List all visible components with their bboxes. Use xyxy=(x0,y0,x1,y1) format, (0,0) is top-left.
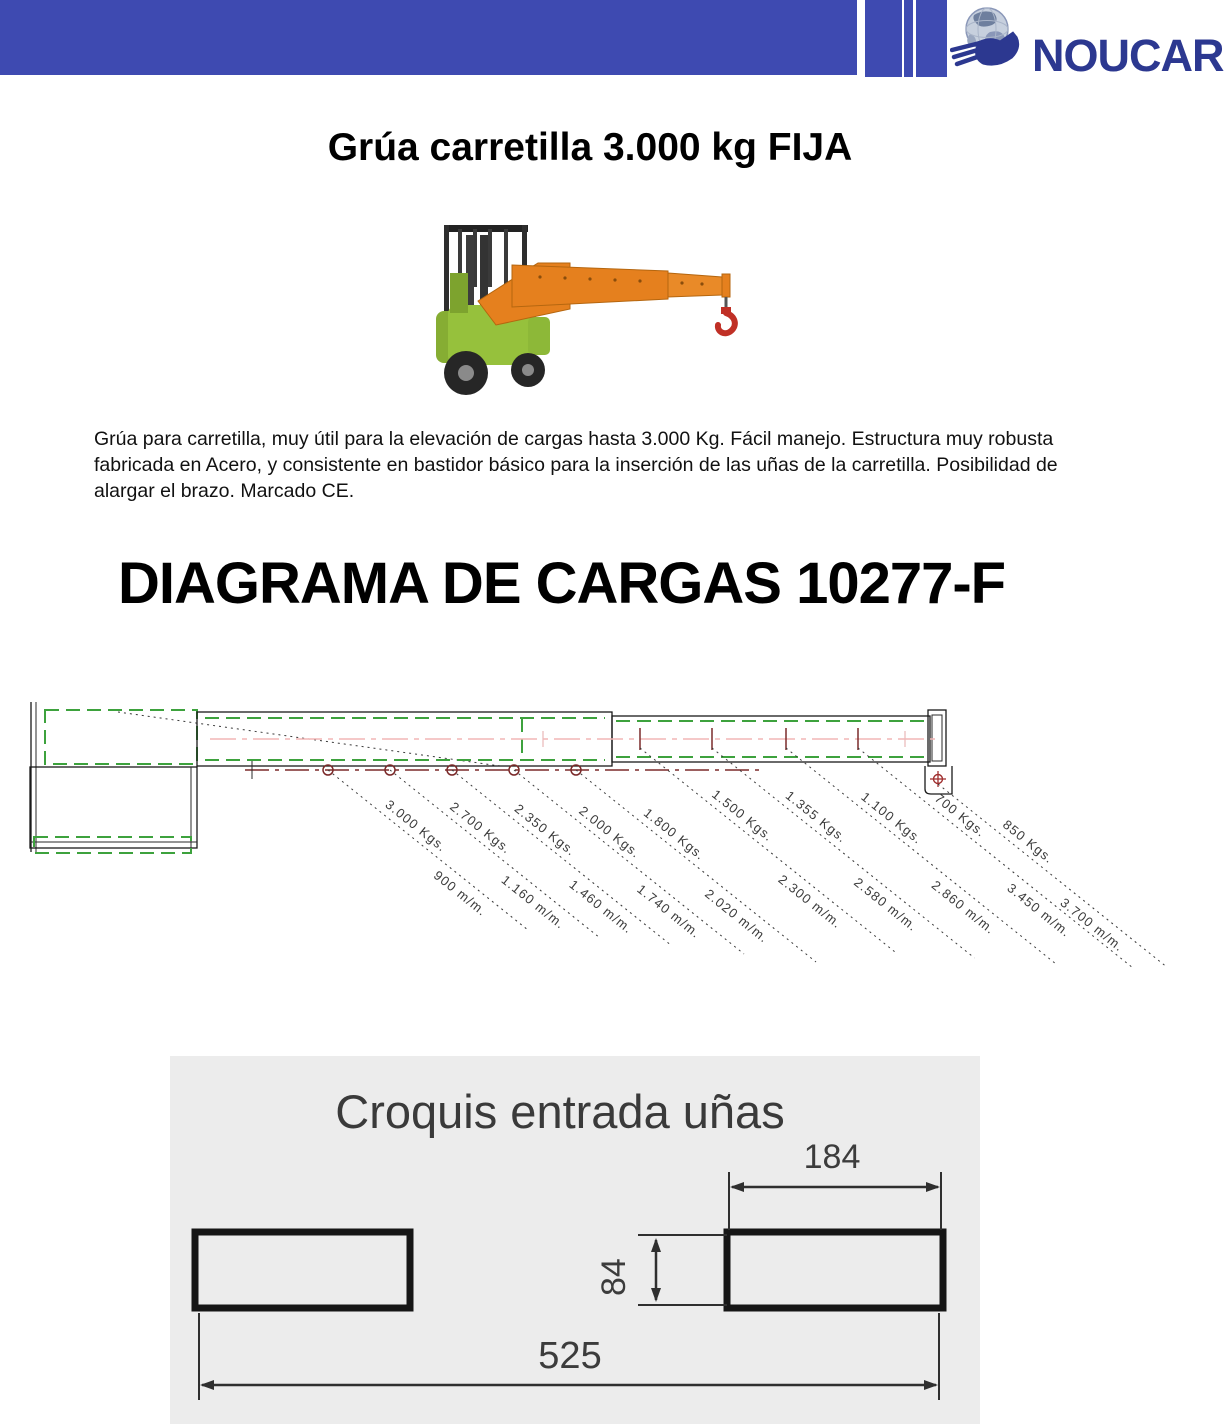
load-leader-line xyxy=(858,748,1133,968)
load-label: 2.700 Kgs. xyxy=(447,798,515,857)
dim-525-label: 525 xyxy=(538,1335,602,1377)
load-label: 850 Kgs. xyxy=(999,816,1057,867)
header-accent-bar-3 xyxy=(916,0,947,77)
reach-label: 2.300 m/m. xyxy=(775,871,846,932)
load-label: 1.500 Kgs. xyxy=(709,786,777,845)
left-fork-pocket xyxy=(195,1232,410,1308)
croquis-drawing xyxy=(170,1056,980,1424)
header xyxy=(0,0,1224,92)
reach-label: 1.160 m/m. xyxy=(498,872,569,932)
header-accent-bar-2 xyxy=(904,0,913,77)
load-leader-line xyxy=(938,784,1167,967)
reach-label: 3.700 m/m. xyxy=(1057,894,1128,955)
crane-jib xyxy=(478,263,730,325)
brand-name: NOUCAR xyxy=(1032,30,1224,81)
crane-hook-icon xyxy=(718,297,735,333)
diagram-boom xyxy=(118,710,952,794)
page-title: Grúa carretilla 3.000 kg FIJA xyxy=(327,126,853,169)
croquis-section xyxy=(170,1056,980,1424)
dim-84 xyxy=(595,1235,727,1305)
load-label: 2.000 Kgs. xyxy=(576,803,644,862)
reach-label: 2.580 m/m. xyxy=(851,874,921,935)
load-label: 3.000 Kgs. xyxy=(382,796,450,855)
reach-label: 2.860 m/m. xyxy=(928,877,999,938)
dim-184 xyxy=(729,1138,941,1230)
dim-184-label: 184 xyxy=(803,1138,861,1176)
reach-label: 900 m/m. xyxy=(430,867,491,920)
diagram-bracket xyxy=(30,702,197,853)
load-leader-lines xyxy=(328,748,1167,968)
dim-525 xyxy=(199,1313,939,1400)
reach-label: 1.740 m/m. xyxy=(634,881,704,942)
product-description: Grúa para carretilla, muy útil para la elevación de cargas hasta 3.000 Kg. Fácil manejo. Estructura muy robusta fabricada en Acero, y consistente en bastidor básico para la inserción de las uñas de la carretilla. Posibilidad de alargar el brazo. Marcado CE. xyxy=(94,428,1058,502)
load-leader-line xyxy=(786,748,1055,963)
reach-label: 3.450 m/m. xyxy=(1004,880,1074,941)
load-label: 700 Kgs. xyxy=(931,790,989,841)
header-accent-bar-1 xyxy=(865,0,902,77)
diagram-heading: DIAGRAMA DE CARGAS 10277-F xyxy=(118,551,1006,616)
croquis-title: Croquis entrada uñas xyxy=(335,1085,785,1138)
reach-label: 2.020 m/m. xyxy=(702,886,772,946)
load-label: 1.355 Kgs. xyxy=(782,787,851,846)
right-fork-pocket xyxy=(727,1232,943,1308)
load-label: 1.800 Kgs. xyxy=(640,805,709,864)
product-photo xyxy=(420,213,765,405)
load-label: 2.350 Kgs. xyxy=(511,800,579,859)
header-blue-bar xyxy=(0,0,857,75)
reach-label: 1.460 m/m. xyxy=(566,876,637,937)
dim-84-label: 84 xyxy=(595,1258,633,1296)
load-diagram xyxy=(0,690,1224,990)
load-label: 1.100 Kgs. xyxy=(858,789,926,848)
